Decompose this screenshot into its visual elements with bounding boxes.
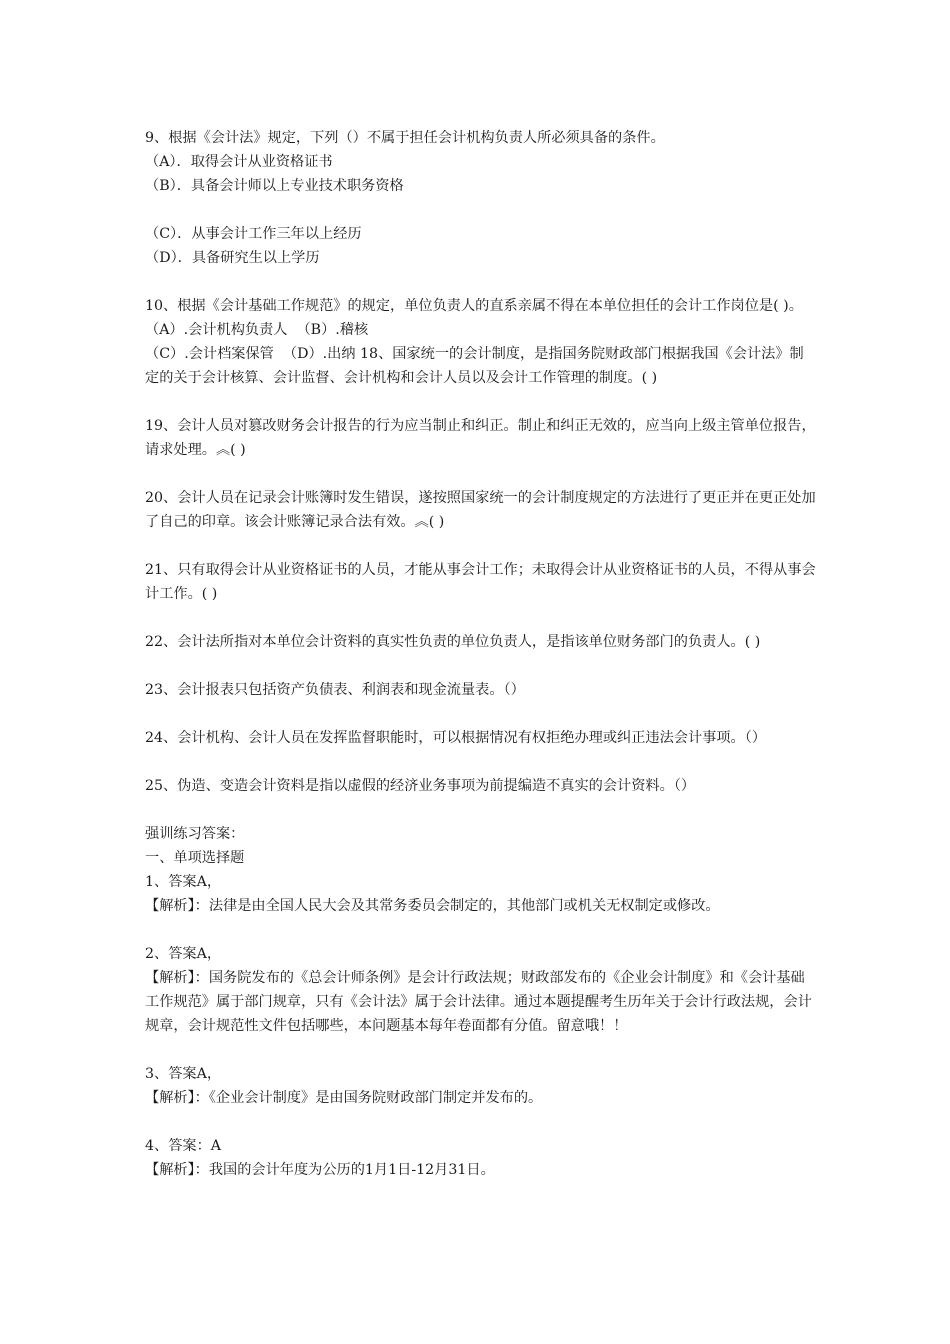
document-body <box>145 126 817 1182</box>
answer-key: 2、答案A， <box>145 946 222 962</box>
options-cd: （C）.会计档案保管 （D）.出纳 18、国家统一的会计制度，是指国务院财政部门根据我国《会计法》制定的关于会计核算、会计监督、会计机构和会计人员以及会计工作管理的制度。( ) <box>145 346 804 386</box>
question-25: 25、伪造、变造会计资料是指以虚假的经济业务事项为前提编造不真实的会计资料。（） <box>145 778 696 794</box>
answer-analysis: 【解析】：《企业会计制度》是由国务院财政部门制定并发布的。 <box>145 1090 543 1106</box>
answer-analysis: 【解析】：我国的会计年度为公历的1月1日-12月31日。 <box>145 1162 495 1178</box>
option-b: （B）．具备会计师以上专业技术职务资格 <box>145 178 404 194</box>
question-stem: 9、根据《会计法》规定，下列（）不属于担任会计机构负责人所必须具备的条件。 <box>145 130 665 146</box>
answer-4 <box>145 1134 817 1182</box>
answer-key: 3、答案A， <box>145 1066 222 1082</box>
question-23: 23、会计报表只包括资产负债表、利润表和现金流量表。（） <box>145 682 525 698</box>
question-20: 20、会计人员在记录会计账簿时发生错误，遂按照国家统一的会计制度规定的方法进行了更正并在更正处加了自己的印章。该会计账簿记录合法有效。︽( ) <box>145 490 816 530</box>
option-d: （D）．具备研究生以上学历 <box>145 250 320 266</box>
section-title: 一、单项选择题 <box>145 850 245 866</box>
answer-2 <box>145 942 817 1038</box>
option-a: （A）．取得会计从业资格证书 <box>145 154 333 170</box>
answers-title: 强训练习答案： <box>145 826 245 842</box>
question-9 <box>145 126 817 270</box>
question-24: 24、会计机构、会计人员在发挥监督职能时，可以根据情况有权拒绝办理或纠正违法会计事项。（） <box>145 730 767 746</box>
answer-1 <box>145 870 817 918</box>
option-c: （C）．从事会计工作三年以上经历 <box>145 226 362 242</box>
answer-3 <box>145 1062 817 1110</box>
options-ab: （A）.会计机构负责人 （B）.稽核 <box>145 322 369 338</box>
answer-analysis: 【解析】：国务院发布的《总会计师条例》是会计行政法规；财政部发布的《企业会计制度》和《会计基础工作规范》属于部门规章，只有《会计法》属于会计法律。通过本题提醒考生历年关于会计行政法规，会计规章，会计规范性文件包括哪些，本问题基本每年卷面都有分值。留意哦！！ <box>145 970 812 1034</box>
question-22: 22、会计法所指对本单位会计资料的真实性负责的单位负责人，是指该单位财务部门的负责人。( ) <box>145 634 761 650</box>
question-stem: 10、根据《会计基础工作规范》的规定，单位负责人的直系亲属不得在本单位担任的会计工作岗位是( )。 <box>145 298 803 314</box>
question-10 <box>145 294 817 390</box>
question-19: 19、会计人员对篡改财务会计报告的行为应当制止和纠正。制止和纠正无效的，应当向上级主管单位报告，请求处理。︽( ) <box>145 418 816 458</box>
answer-key: 4、答案：A <box>145 1138 222 1154</box>
answer-key: 1、答案A， <box>145 874 222 890</box>
question-21: 21、只有取得会计从业资格证书的人员，才能从事会计工作；未取得会计从业资格证书的人员，不得从事会计工作。( ) <box>145 562 816 602</box>
answer-analysis: 【解析】：法律是由全国人民大会及其常务委员会制定的，其他部门或机关无权制定或修改。 <box>145 898 720 914</box>
